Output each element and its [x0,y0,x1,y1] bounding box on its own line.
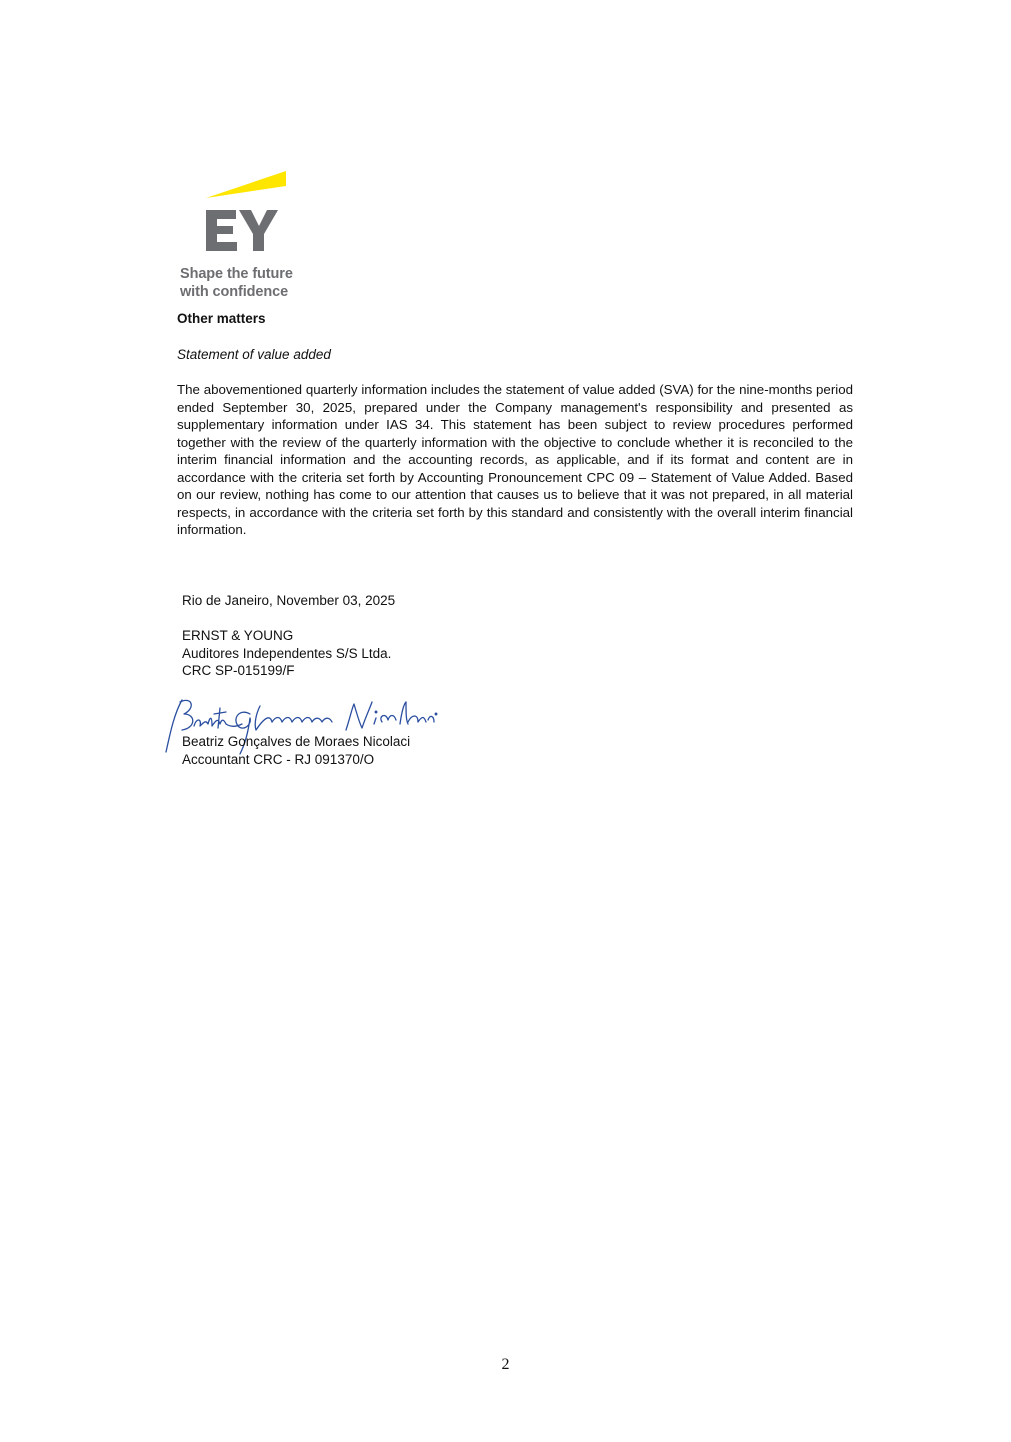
signer-block [182,733,410,769]
firm-legal-name: Auditores Independentes S/S Ltda. [182,645,392,661]
firm-block [182,627,391,680]
firm-name: ERNST & YOUNG [182,628,294,643]
subsection-title: Statement of value added [177,347,331,362]
tagline-line-1: Shape the future [180,266,293,282]
signer-name: Beatriz Gonçalves de Moraes Nicolaci [182,734,411,749]
place-date: Rio de Janeiro, November 03, 2025 [182,593,396,608]
tagline-line-2: with confidence [180,284,289,300]
brand-tagline [180,265,293,301]
ey-logo-letters [206,210,278,251]
ey-logo-mark [174,168,314,258]
signer-title: Accountant CRC - RJ 091370/O [182,752,375,767]
section-title: Other matters [177,311,266,326]
firm-crc: CRC SP-015199/F [182,663,295,678]
statement-paragraph: The abovementioned quarterly information includes the statement of value added (SVA) for the nine-months period ended September 30, 2025, prepared under the Company management's responsibility and presented as supplementary information under IAS 34. This statement has been subject to review procedures performed together with the review of the quarterly information with the objective to conclude whether it is reconciled to the interim financial information and the accounting records, as applicable, and if its format and content are in accordance with the criteria set forth by Accounting Pronouncement CPC 09 – Statement of Value Added. Based on our review, nothing has come to our attention that causes us to believe that it was not prepared, in all material respects, in accordance with the criteria set forth by this standard and consistently with the overall interim financial information. [177,382,853,537]
page-number: 2 [501,1356,510,1373]
ey-logo-beam [206,171,286,198]
